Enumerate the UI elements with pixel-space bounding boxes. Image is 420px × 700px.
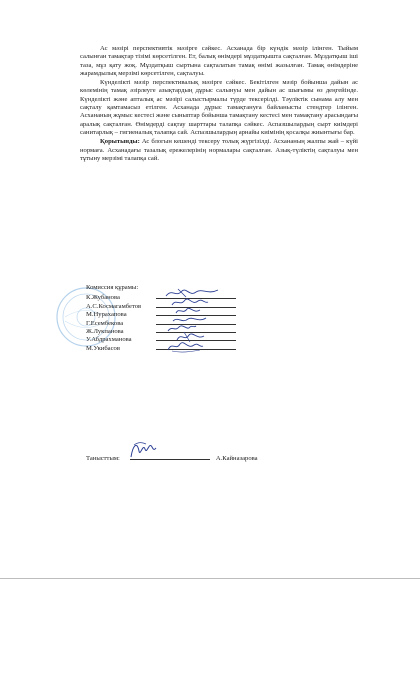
acknowledgement-row — [86, 453, 258, 462]
member-name: М.Нурахапова — [86, 311, 127, 319]
member-name: М.Укибасов — [86, 344, 120, 352]
bottom-rule — [0, 578, 420, 579]
member-row — [86, 318, 236, 326]
paragraph-conclusion — [80, 138, 358, 163]
member-name: А.С.Космагамбетов — [86, 302, 142, 310]
acknowledgement-name: А.Кайназарова — [215, 455, 258, 462]
member-row — [86, 309, 236, 317]
document-body — [80, 45, 358, 163]
member-row — [86, 326, 236, 334]
paragraph-menu: Ас мәзірі перспективтік мәзірге сәйкес. Асханада бір күндік мәзір ілінген. Тыйым салынған тамақтар тізімі көрсетілген. Ет, балық өнімдері мұздатқышта сақталған. Мұздатқыш іші таза, мұз қату жоқ. Мұздатқыш сыртына сақталатын тамақ өнімі жазылған. Тамақ өнімдеріне жарамдылық мерзімі көрсетілген, сақталуы. — [80, 45, 358, 77]
conclusion-label: Қорытынды: — [100, 138, 140, 146]
signature-kainazarova — [128, 437, 158, 461]
member-name: Ж.Лукпанова — [86, 327, 124, 335]
paragraph-daily-menu: Күнделікті мәзір перспективалық мәзірге сәйкес. Бекітілген мәзір бойынша дайын ас көлемінің тамақ әзірлеуге азықтардың дұрыс салынуы мен дайын ас шығымы өз деңгейінде. Күнделікті және апталық ас мәзірі салыстырмалы түрде тексерілді. Тәуліктік сынама алу мен сақталу қамтамасыз етілген. Асханада дұрыс тамақтануға байланысты стендтер ілінген. Асхананың жұмыс кестесі және сыныптар бойынша тамақтану кестесі мен тамақтану арасындағы аралық сақталған. Өнімдерді сақтау шарттары талапқа сәйкес. Аспазшылардың сырт киімдері санитарлық – гигиеналық талапқа сай. Аспазшылардың арнайы киімінің қосалқы жиынтығы бар. — [80, 79, 358, 136]
signature-ukibasov — [166, 338, 204, 354]
member-row — [86, 334, 236, 342]
member-name: Г.Есембекова — [86, 319, 124, 327]
member-name: К.Жубанова — [86, 294, 120, 302]
commission-title: Комиссия құрамы: — [86, 284, 139, 291]
conclusion-text: Ас блогын кешенді тексеру толық жүргізілді. Асхананың жалпы жай – күйі нормаға. Асханадағы тазалық ережелерінің нормалары сақталған. Азық-түліктің сақталуы мен тұтыну мерзімі талапқа сай. — [80, 138, 358, 162]
acknowledgement-label: Танысттым: — [86, 455, 120, 462]
member-row — [86, 301, 236, 309]
member-name: У.Абдрахманова — [86, 336, 132, 344]
member-row — [86, 343, 236, 351]
